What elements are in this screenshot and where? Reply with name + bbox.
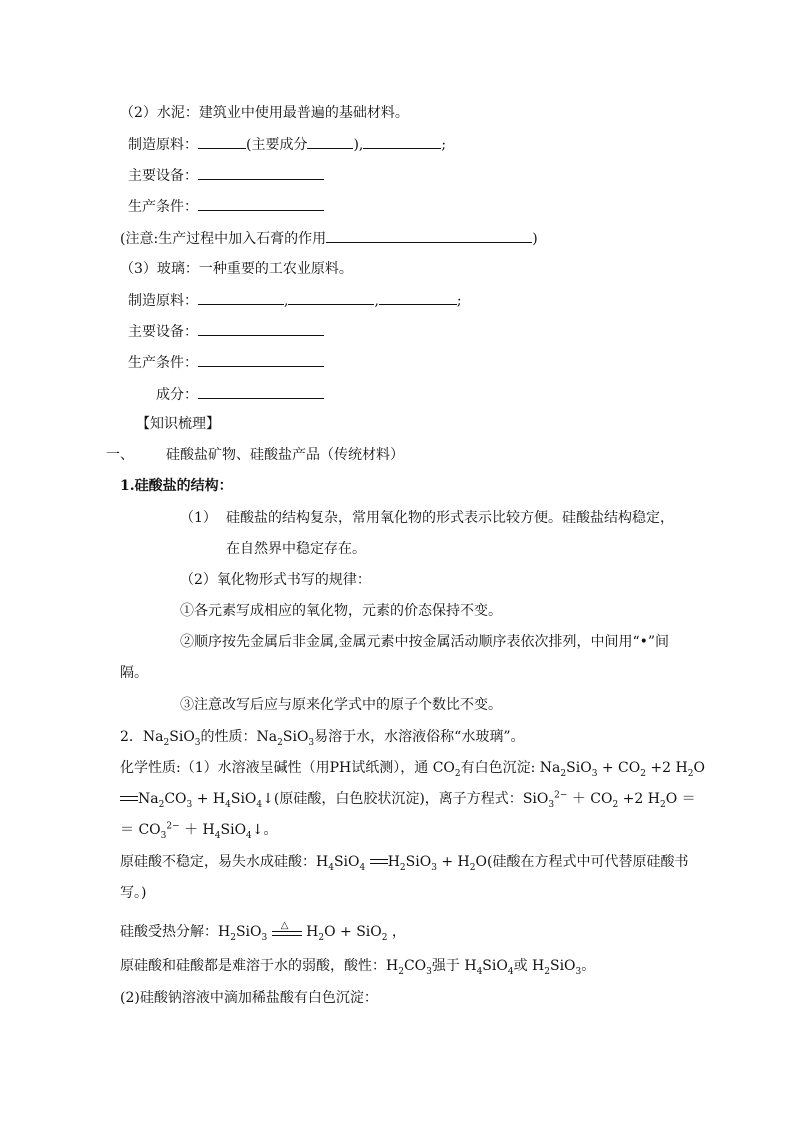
glass-comp-line [156,384,324,405]
section-one-title: 硅酸盐矿物、硅酸盐产品（传统材料） [166,447,404,463]
glass-equip-line [128,321,324,342]
text: SiO [169,729,195,745]
blank [288,290,374,305]
blank [198,290,284,305]
text: 原硅酸不稳定，易失水成硅酸：H [120,854,329,870]
text: 原硅酸和硅酸都是难溶于水的弱酸，酸性：H [120,958,399,974]
chem-prop-line: 化学性质:（1）水溶液呈碱性（用PH试纸测），通 $CO_2$有白色沉淀: $Na_2SiO_3 + CO_2 +2$ $H_2O$ [120,760,705,779]
glass-cond-line [128,352,324,373]
cement-raw-line [128,134,446,155]
text: 强于 H [431,958,477,974]
cement-cond-line [128,196,324,217]
blank [379,290,457,305]
decomposition-line: 硅酸受热分解：$H_2SiO_3$ △ $H_2O + SiO_2$ ， [120,922,406,942]
cement-heading: （2）水泥：建筑业中使用最普遍的基础材料。 [120,105,409,121]
structure-heading: 1.硅酸盐的结构： [120,478,233,494]
structure-p1-number: （1） [180,510,217,526]
glass-comma: , [374,293,379,309]
blank [326,228,532,243]
glass-cond-label: 生产条件： [128,355,198,371]
equals-sign [370,857,388,867]
text: 有白色沉淀: [460,760,536,776]
blank [363,134,441,149]
text: (原硅酸，白色胶状沉淀)，离子方程式： [273,791,523,807]
cement-note-close: ) [532,231,538,247]
blank [198,384,324,399]
text: 2．Na [120,729,164,745]
cement-raw-label: 制造原料： [128,137,198,153]
glass-end: ; [456,293,462,309]
rule-one: ①各元素写成相应的氧化物，元素的价态保持不变。 [180,603,502,619]
heat-arrow-icon [272,922,302,942]
cement-raw-end: ; [441,137,447,153]
glass-comma: , [284,293,289,309]
text: SiO [282,729,309,745]
blank [198,321,324,336]
equals-sign [120,794,138,804]
text: 的性质：Na [200,729,278,745]
blank [198,352,324,367]
acidity-line: 原硅酸和硅酸都是难溶于水的弱酸，酸性：$H_2CO_3$强于 $H_4SiO_4$或 $H_2SiO_3$。 [120,958,596,977]
heat-symbol: △ [280,920,289,931]
structure-p1-continued: 在自然界中稳定存在。 [226,541,366,557]
blank [307,134,353,149]
cement-equip-label: 主要设备： [128,168,198,184]
section-one-number: 一、 [106,447,134,463]
na2sio3-intro: 2．$Na_2SiO_3$的性质：$Na_2SiO_3$易溶于水，水溶液俗称“水玻璃”。 [120,729,525,748]
structure-p2: （2）氧化物形式书写的规律： [180,572,371,588]
glass-comp-label: 成分： [156,387,198,403]
text: 或 H [513,958,545,974]
cement-raw-mid: (主要成分 [246,137,308,153]
glass-raw-label: 制造原料： [128,293,198,309]
structure-p1-text: 硅酸盐的结构复杂，常用氧化物的形式表示比较方便。硅酸盐结构稳定， [226,510,674,526]
glass-raw-line [128,290,462,311]
ionic-equation-result: ＝ $CO_3^{2-}$ ＋ $H_4SiO_4↓$。 [120,821,278,841]
rule-two: ②顺序按先金属后非金属,金属元素中按金属活动顺序表依次排列，中间用“•”间 [180,634,670,650]
cement-raw-close: ), [353,137,364,153]
text: 硅酸受热分解：H [120,924,231,940]
unstable-continued: 写。) [120,885,147,901]
glass-heading: （3）玻璃：一种重要的工农业原料。 [120,261,353,277]
cement-note-prefix: (注意:生产过程中加入石膏的作用 [120,231,327,247]
glass-equip-label: 主要设备： [128,324,198,340]
equation-one: $Na_2CO_3$ + $H_4SiO_4↓$(原硅酸，白色胶状沉淀)，离子方程式：$SiO_3^{2-} + CO_2 +2$ $H_2O$ ＝ [120,789,696,809]
blank [198,134,246,149]
text: 易溶于水，水溶液俗称“水玻璃”。 [314,729,525,745]
rule-two-continued: 隔。 [120,665,148,681]
unstable-line: 原硅酸不稳定，易失水成硅酸：$H_4SiO_4$ $H_2SiO_3 + H_2O$(硅酸在方程式中可代替原硅酸书 [120,854,689,873]
cement-equip-line [128,165,324,186]
blank [198,165,324,180]
blank [198,196,324,211]
review-title: 【知识梳理】 [136,416,220,432]
hcl-line: (2)硅酸钠溶液中滴加稀盐酸有白色沉淀： [120,990,378,1006]
cement-cond-label: 生产条件： [128,199,198,215]
cement-note-line [120,228,538,249]
text: (硅酸在方程式中可代替原硅酸书 [486,854,689,870]
text: 化学性质:（1）水溶液呈碱性（用PH试纸测），通 CO [120,760,455,776]
rule-three: ③注意改写后应与原来化学式中的原子个数比不变。 [180,697,502,713]
